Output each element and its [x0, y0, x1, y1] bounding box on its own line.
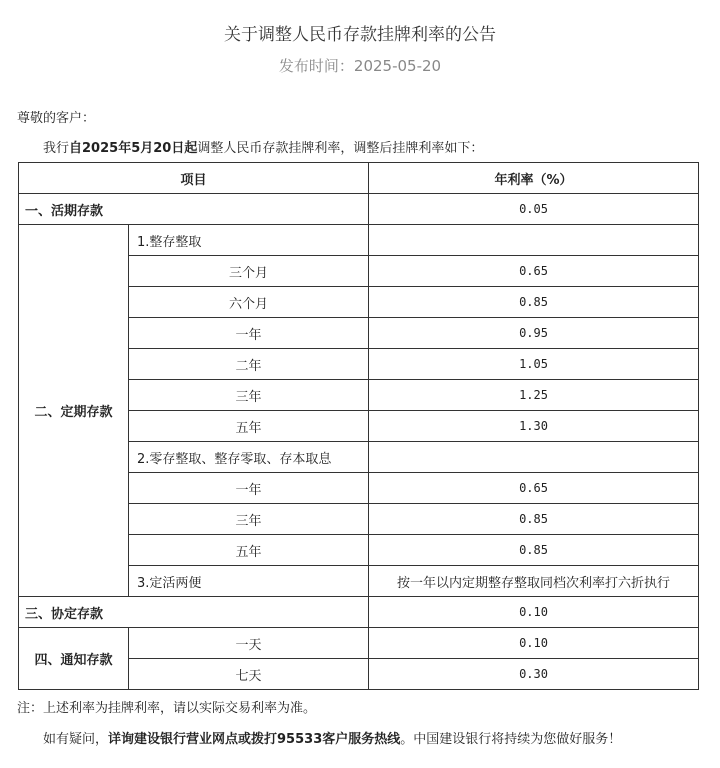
publish-date-label: 发布时间：	[278, 57, 354, 75]
fixed-deposit-label: 二、定期存款	[19, 225, 129, 597]
footer-prefix: 如有疑问，	[43, 732, 109, 747]
term-label: 三年	[129, 504, 369, 535]
notice-deposit-label: 四、通知存款	[19, 628, 129, 690]
intro-effective-date: 自2025年5月20日起	[69, 141, 198, 156]
intro-suffix: 调整人民币存款挂牌利率，调整后挂牌利率如下：	[197, 141, 484, 156]
term-rate: 1.25	[369, 380, 699, 411]
term-rate: 0.30	[369, 659, 699, 690]
header-rate: 年利率（%）	[369, 163, 699, 194]
flexible-deposit-label: 3.定活两便	[129, 566, 369, 597]
contact-footer	[43, 728, 621, 747]
term-rate: 0.65	[369, 256, 699, 287]
installment-label: 2.零存整取、整存零取、存本取息	[129, 442, 369, 473]
term-label: 二年	[129, 349, 369, 380]
term-rate: 1.30	[369, 411, 699, 442]
footer-hotline: 详询建设银行营业网点或拨打95533客户服务热线	[108, 732, 401, 747]
term-label: 五年	[129, 411, 369, 442]
rate-table	[18, 162, 699, 690]
publish-date	[0, 55, 720, 76]
term-label: 六个月	[129, 287, 369, 318]
table-row	[19, 597, 699, 628]
term-rate: 0.10	[369, 628, 699, 659]
term-label: 三年	[129, 380, 369, 411]
term-rate: 0.95	[369, 318, 699, 349]
flexible-deposit-rate: 按一年以内定期整存整取同档次利率打六折执行	[369, 566, 699, 597]
greeting: 尊敬的客户：	[17, 111, 96, 126]
lump-sum-rate-empty	[369, 225, 699, 256]
intro-paragraph	[43, 137, 483, 156]
header-item: 项目	[19, 163, 369, 194]
agreement-deposit-label: 三、协定存款	[19, 597, 369, 628]
installment-rate-empty	[369, 442, 699, 473]
term-rate: 0.85	[369, 504, 699, 535]
term-label: 一天	[129, 628, 369, 659]
term-label: 七天	[129, 659, 369, 690]
rate-note: 注：上述利率为挂牌利率，请以实际交易利率为准。	[17, 701, 317, 716]
term-label: 五年	[129, 535, 369, 566]
term-label: 一年	[129, 318, 369, 349]
table-row	[19, 628, 699, 659]
term-rate: 0.85	[369, 535, 699, 566]
table-header-row	[19, 163, 699, 194]
agreement-deposit-rate: 0.10	[369, 597, 699, 628]
publish-date-value: 2025-05-20	[353, 57, 442, 75]
term-rate: 1.05	[369, 349, 699, 380]
table-row	[19, 225, 699, 256]
term-rate: 0.85	[369, 287, 699, 318]
term-rate: 0.65	[369, 473, 699, 504]
demand-deposit-label: 一、活期存款	[19, 194, 369, 225]
footer-suffix: 。中国建设银行将持续为您做好服务！	[400, 732, 622, 747]
term-label: 三个月	[129, 256, 369, 287]
page-title: 关于调整人民币存款挂牌利率的公告	[224, 25, 496, 45]
lump-sum-label: 1.整存整取	[129, 225, 369, 256]
intro-prefix: 我行	[43, 141, 70, 156]
term-label: 一年	[129, 473, 369, 504]
table-row	[19, 194, 699, 225]
demand-deposit-rate: 0.05	[369, 194, 699, 225]
